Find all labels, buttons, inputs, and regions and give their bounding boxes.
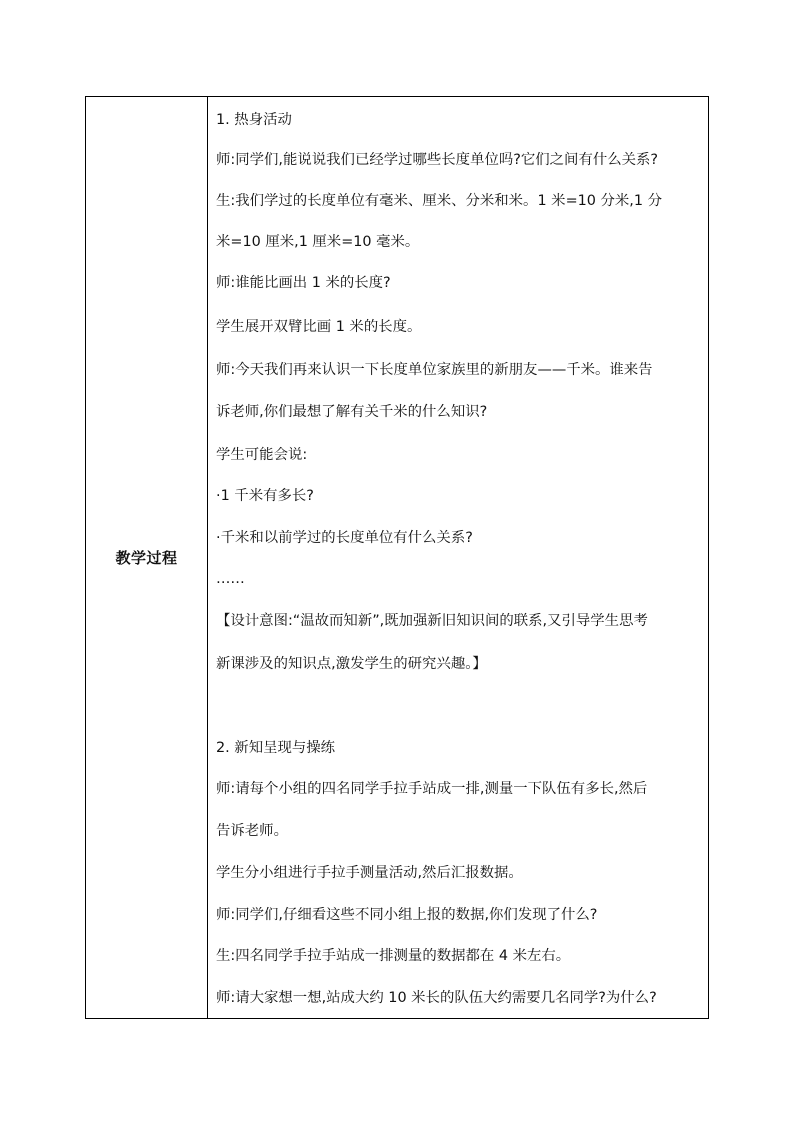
design-intent-line: 新课涉及的知识点,激发学生的研究兴趣。】 [216,656,487,672]
row-label: 教学过程 [115,549,178,567]
ellipsis-line: …… [216,571,245,587]
content-cell [208,97,708,1018]
section-heading-warmup: 1. 热身活动 [216,112,292,128]
paragraph-line: 师:今天我们再来认识一下长度单位家族里的新朋友——千米。谁来告 [216,362,653,378]
paragraph-line: 生:我们学过的长度单位有毫米、厘米、分米和米。1 米=10 分米,1 分 [216,193,662,209]
paragraph-line: 师:同学们,能说说我们已经学过哪些长度单位吗?它们之间有什么关系? [216,152,659,168]
paragraph-line: 师:请每个小组的四名同学手拉手站成一排,测量一下队伍有多长,然后 [216,781,648,797]
paragraph-line: 师:同学们,仔细看这些不同小组上报的数据,你们发现了什么? [216,907,598,923]
paragraph-line: 师:谁能比画出 1 米的长度? [216,275,391,291]
lesson-table [85,96,709,1019]
section-heading-new-knowledge: 2. 新知呈现与操练 [216,740,336,756]
paragraph-line: 学生可能会说: [216,447,308,463]
paragraph-line: 生:四名同学手拉手站成一排测量的数据都在 4 米左右。 [216,948,571,964]
paragraph-line: 诉老师,你们最想了解有关千米的什么知识? [216,404,488,420]
paragraph-line: 米=10 厘米,1 厘米=10 毫米。 [216,234,420,250]
design-intent-line: 【设计意图:“温故而知新”,既加强新旧知识间的联系,又引导学生思考 [216,613,648,629]
paragraph-line: 告诉老师。 [216,823,288,839]
paragraph-line: 学生分小组进行手拉手测量活动,然后汇报数据。 [216,865,523,881]
row-label-cell [86,97,208,1018]
paragraph-line: 学生展开双臂比画 1 米的长度。 [216,319,422,335]
bullet-line: ·1 千米有多长? [216,488,314,504]
bullet-line: ·千米和以前学过的长度单位有什么关系? [216,530,473,546]
paragraph-line: 师:请大家想一想,站成大约 10 米长的队伍大约需要几名同学?为什么? [216,990,657,1006]
